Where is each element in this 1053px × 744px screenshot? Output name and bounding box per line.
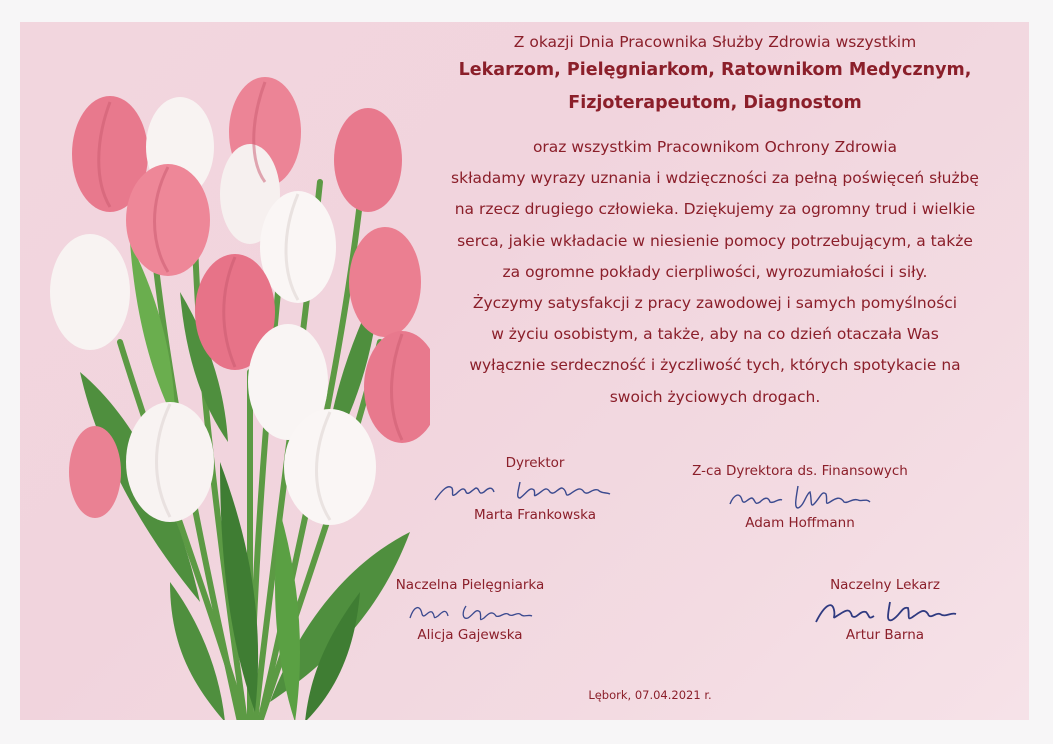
- handwritten-signature-nurse: [370, 594, 570, 626]
- signature-block-deputy: [680, 462, 920, 532]
- signature-name: Adam Hoffmann: [745, 515, 855, 531]
- signature-role: Naczelny Lekarz: [830, 577, 940, 593]
- body-line: składamy wyrazy uznania i wdzięczności za pełną poświęceń służbę: [451, 169, 979, 188]
- body-line: w życiu osobistym, a także, aby na co dzień otaczała Was: [491, 325, 939, 344]
- intro-line: Z okazji Dnia Pracownika Służby Zdrowia wszystkim: [513, 33, 917, 51]
- signature-block-director: [430, 454, 640, 524]
- signature-name: Marta Frankowska: [473, 507, 596, 523]
- handwritten-signature-director: [430, 472, 640, 506]
- body-line: Życzymy satysfakcji z pracy zawodowej i samych pomyślności: [472, 294, 958, 313]
- body-line: za ogromne pokłady cierpliwości, wyrozumiałości i siły.: [502, 262, 928, 281]
- handwritten-signature-deputy: [680, 480, 920, 514]
- recipients-line-1: Lekarzom, Pielęgniarkom, Ratownikom Medycznym,: [458, 60, 972, 80]
- signature-role: Naczelna Pielęgniarka: [395, 577, 545, 593]
- body-line: serca, jakie wkładacie w niesienie pomocy potrzebującym, a także: [457, 231, 973, 250]
- body-line: na rzecz drugiego człowieka. Dziękujemy za ogromny trud i wielkie: [454, 200, 976, 219]
- body-line: swoich życiowych drogach.: [609, 387, 821, 406]
- signature-name: Artur Barna: [845, 627, 925, 643]
- place-date: Lębork, 07.04.2021 r.: [588, 688, 712, 702]
- greeting-body: [430, 132, 1000, 413]
- signature-name: Alicja Gajewska: [417, 627, 523, 643]
- body-line: oraz wszystkim Pracownikom Ochrony Zdrowia: [532, 138, 898, 156]
- body-line: wyłącznie serdeczność i życzliwość tych, których spotykacie na: [469, 356, 961, 375]
- signature-role: Dyrektor: [505, 455, 565, 471]
- signature-block-doctor: [790, 576, 980, 644]
- greeting-text: [430, 30, 1000, 413]
- signature-block-nurse: [370, 576, 570, 644]
- handwritten-signature-doctor: [790, 594, 980, 626]
- recipients-line-2: Fizjoterapeutom, Diagnostom: [568, 93, 862, 113]
- greeting-card: [20, 22, 1029, 720]
- signature-role: Z-ca Dyrektora ds. Finansowych: [692, 463, 908, 479]
